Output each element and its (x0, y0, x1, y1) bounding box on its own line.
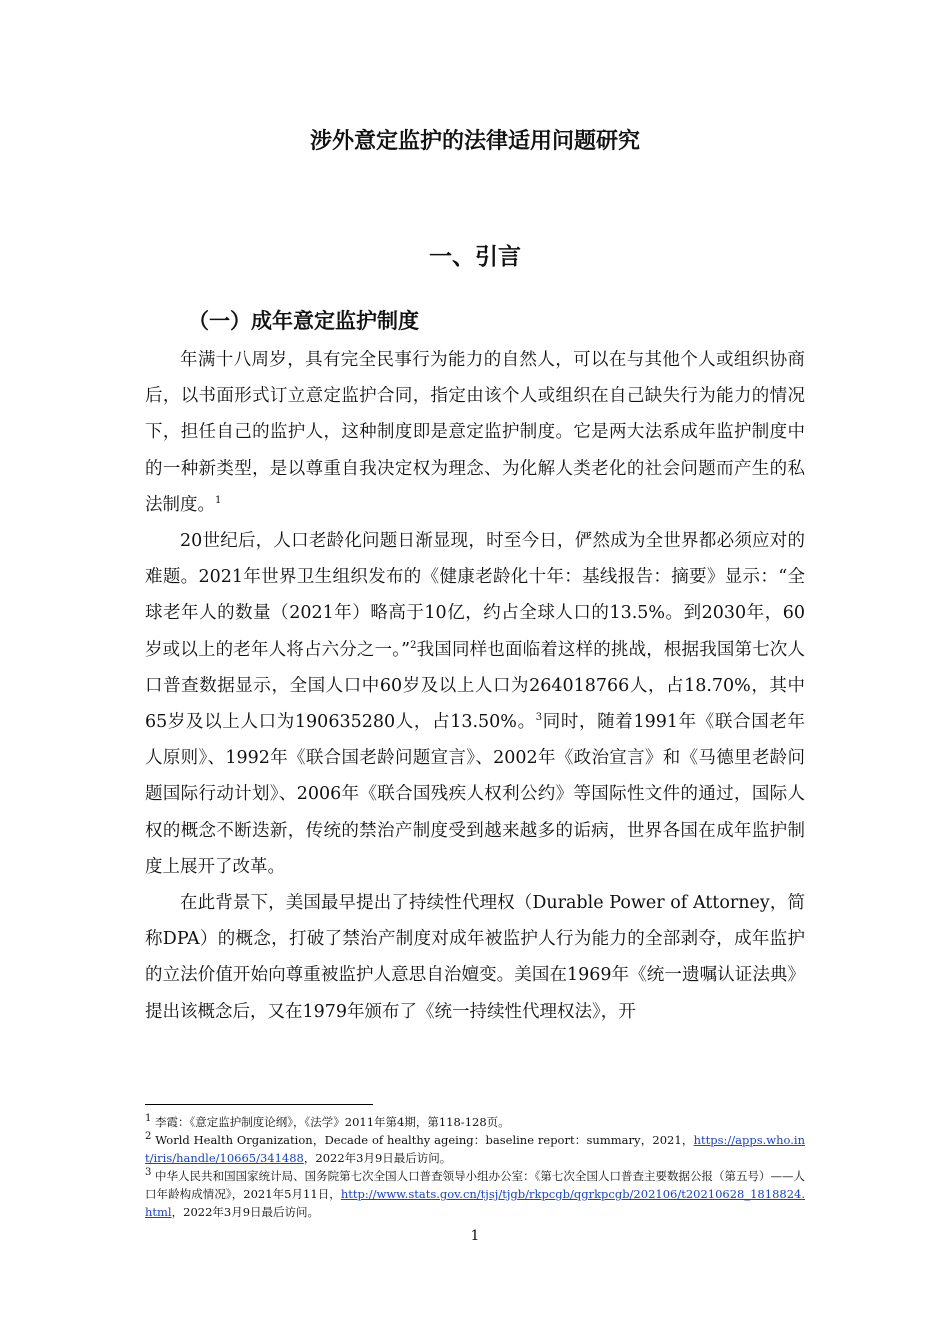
paragraph (145, 342, 805, 523)
paragraph (145, 523, 805, 885)
footnote-ref[interactable]: 3 (535, 712, 543, 724)
subsection-heading: （一）成年意定监护制度 (188, 309, 419, 333)
body-text (145, 342, 805, 1030)
footnote-text: 中华人民共和国国家统计局、国务院第七次全国人口普查领导小组办公室：《第七次全国人口普查主要数据公报（第五号）——人口年龄构成情况》，2021年5月11日， (145, 1169, 806, 1201)
document-title: 涉外意定监护的法律适用问题研究 (309, 129, 640, 154)
footnote-number: 3 (145, 1167, 152, 1179)
footnote-text: ，2022年3月9日最后访问。 (171, 1205, 320, 1219)
footnote-text: 李霞：《意定监护制度论纲》，《法学》2011年第4期，第118-128页。 (155, 1115, 510, 1129)
footnote-link[interactable]: https://apps.who.int/iris/handle/10665/341488 (145, 1133, 805, 1165)
footnotes (145, 1113, 805, 1221)
footnote-number: 2 (145, 1131, 152, 1143)
page-number: 1 (470, 1228, 480, 1244)
footnote (145, 1131, 805, 1167)
paragraph-text: 我国同样也面临着这样的挑战，根据我国第七次人口普查数据显示，全国人口中60岁及以上人口为264018766人，占18.70%，其中65岁及以上人口为190635280人，占13.50%。 (145, 639, 806, 733)
footnote-number: 1 (145, 1113, 152, 1125)
paragraph-text: 同时，随着1991年《联合国老年人原则》、1992年《联合国老龄问题宣言》、2002年《政治宣言》和《马德里老龄问题国际行动计划》、2006年《联合国残疾人权利公约》等国际性文件的通过，国际人权的概念不断迭新，传统的禁治产制度受到越来越多的诟病，世界各国在成年监护制度上展开了改革。 (145, 712, 805, 877)
footnote-ref[interactable]: 1 (215, 494, 222, 506)
footnote-ref[interactable]: 2 (410, 639, 417, 651)
footnote-link[interactable]: http://www.stats.gov.cn/tjsj/tjgb/rkpcgb/qgrkpcgb/202106/t20210628_1818824.html (145, 1187, 805, 1219)
footnote (145, 1113, 805, 1131)
paragraph (145, 885, 805, 1030)
footnote (145, 1167, 805, 1221)
paragraph-text: 在此背景下，美国最早提出了持续性代理权（Durable Power of Attorney，简称DPA）的概念，打破了禁治产制度对成年被监护人行为能力的全部剥夺，成年监护的立法价值开始向尊重被监护人意思自治嬗变。美国在1969年《统一遗嘱认证法典》提出该概念后，又在1979年颁布了《统一持续性代理权法》，开 (145, 893, 805, 1022)
paragraph-text: 20世纪后，人口老龄化问题日渐显现，时至今日，俨然成为全世界都必须应对的难题。2021年世界卫生组织发布的《健康老龄化十年：基线报告：摘要》显示：“全球老年人的数量（2021年）略高于10亿，约占全球人口的13.5%。到2030年，60岁或以上的老年人将占六分之一。” (145, 531, 805, 660)
footnote-separator (145, 1104, 373, 1105)
footnote-text: ，2022年3月9日最后访问。 (303, 1151, 452, 1165)
paragraph-text: 年满十八周岁，具有完全民事行为能力的自然人，可以在与其他个人或组织协商后，以书面形式订立意定监护合同，指定由该个人或组织在自己缺失行为能力的情况下，担任自己的监护人，这种制度即是意定监护制度。它是两大法系成年监护制度中的一种新类型，是以尊重自我决定权为理念、为化解人类老化的社会问题而产生的私法制度。 (145, 350, 805, 515)
section-heading: 一、引言 (429, 244, 521, 270)
footnote-text: World Health Organization，Decade of healthy ageing：baseline report：summary，2021， (155, 1133, 694, 1147)
